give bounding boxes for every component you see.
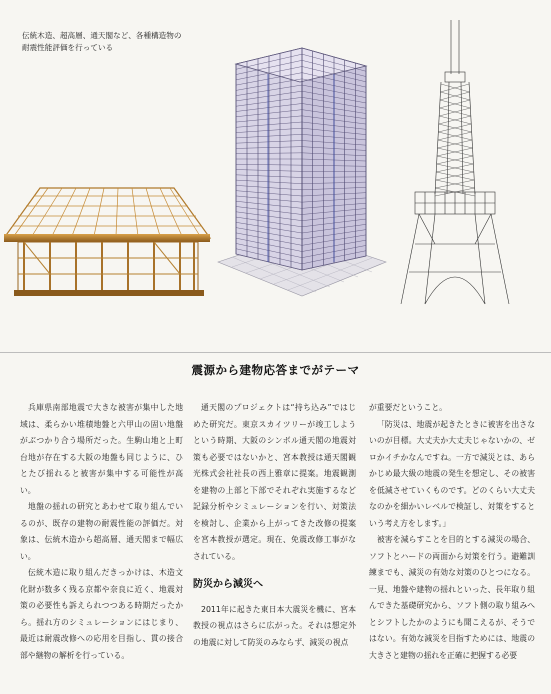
subheading: 防災から減災へ <box>193 579 263 590</box>
wooden-temple-model-figure <box>4 178 212 302</box>
text-column-3 <box>369 400 535 664</box>
paragraph: 兵庫県南部地震で大きな被害が集中した地域は、柔らかい堆積地盤と六甲山の固い地盤がぶつかり合う場所だった。生駒山地と上町台地が存在する大阪の地盤も同じように、ひとたび揺れると被害が集中する可能性が高い。 <box>20 403 183 495</box>
text-column-1 <box>20 400 183 664</box>
high-rise-frame-model-figure <box>216 34 388 304</box>
paragraph: 「防災は、地震が起きたときに被害を出さないのが目標。大丈夫か大丈夫じゃないかの、ゼロかイチかなんですね。一方で減災とは、あらかじめ最大級の地震の発生を想定し、その被害を低減させていくものです。どのくらい大丈夫なのかを細かいレベルで検証し、対策をするという考え方をします。」 <box>369 419 535 528</box>
caption-line-2: 耐震性能評価を行っている <box>22 43 114 52</box>
paragraph: 地盤の揺れの研究とあわせて取り組んでいるのが、既存の建物の耐震性能の評価だ。対象は、伝統木造から超高層、通天閣まで幅広い。 <box>20 502 183 561</box>
figure-caption <box>22 30 192 54</box>
paragraph: 通天閣のプロジェクトは“持ち込み”ではじめた研究だ。東京スカイツリーが竣工しようという時期、大阪のシンボル通天閣の地震対策も必要ではないかと、宮本教授は通天閣観光株式会社社長の西上雅章に提案。地震観測を建物の上部と下部でそれぞれ実施するなど記録分析やシミュレーションを行い、対策法を検討し、企業から上がってきた改修の提案を宮本教授が選定。現在、免震改修工事がなされている。 <box>193 403 356 561</box>
section-heading: 震源から建物応答までがテーマ <box>191 363 360 377</box>
paragraph: 2011年に起きた東日本大震災を機に、宮本教授の視点はさらに広がった。それは想定外の地震に対して防災のみならず、減災の視点 <box>193 604 356 647</box>
section-divider <box>0 352 551 353</box>
text-column-2 <box>193 400 356 651</box>
paragraph: 伝統木造に取り組んだきっかけは、木造文化財が数多く残る京都や奈良に近く、地震対策の必要性も訴えられつつある時期だったから。揺れ方のシミュレーションにはじまり、最近は耐震改修への応用を目指し、貫の接合部や継物の解析を行っている。 <box>20 568 183 660</box>
caption-line-1: 伝統木造、超高層、通天閣など、各種構造物の <box>22 31 182 40</box>
lattice-tower-model-figure <box>395 14 515 310</box>
paragraph: 被害を減らすことを目的とする減災の場合、ソフトとハードの両面から対策を行う。避難訓練までも、減災の有効な対策のひとつになる。一見、地盤や建物の揺れといった、長年取り組んできた基礎研究から、ソフト側の取り組みへとシフトしたかのようにも聞こえるが、そうではない。有効な減災を目指すためには、地震の大きさと建物の揺れを正確に把握する必要 <box>369 535 535 660</box>
paragraph: が重要だということ。 <box>369 403 447 412</box>
